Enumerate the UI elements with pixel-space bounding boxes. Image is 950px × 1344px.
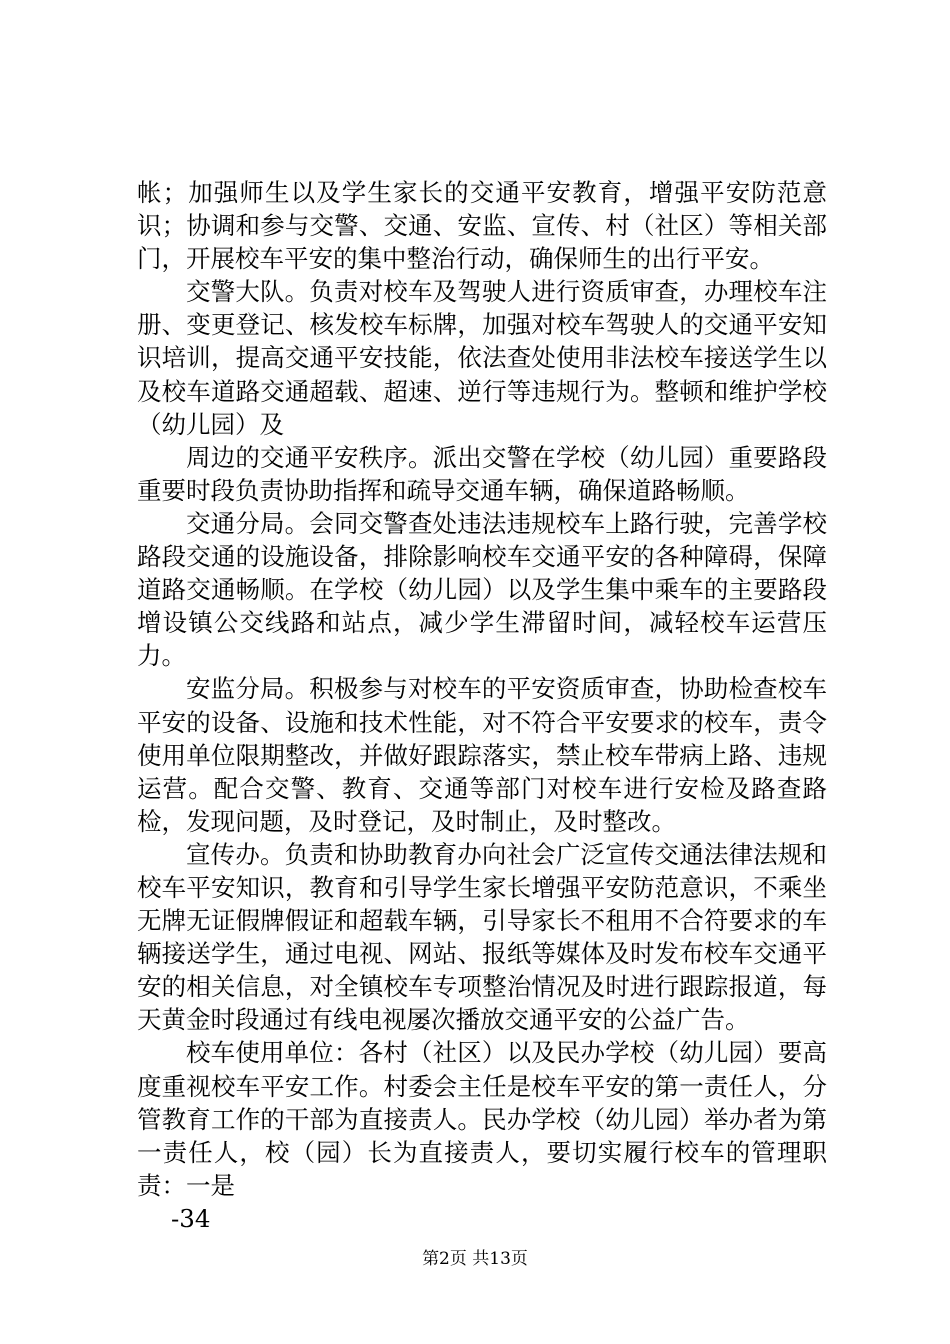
paragraph-continuation: 帐；加强师生以及学生家长的交通平安教育，增强平安防范意识；协调和参与交警、交通、安监、宣传、村（社区）等相关部门，开展校车平安的集中整治行动，确保师生的出行平安。 bbox=[137, 178, 827, 274]
paragraph-school-bus-users: 校车使用单位：各村（社区）以及民办学校（幼儿园）要高度重视校车平安工作。村委会主任是校车平安的第一责任人，分管教育工作的干部为直接责人。民办学校（幼儿园）举办者为第一责任人，校（园）长为直接责人，要切实履行校车的管理职责：一是 bbox=[137, 1038, 827, 1200]
page-marker: -34 bbox=[171, 1203, 211, 1233]
page-footer bbox=[0, 1244, 950, 1269]
paragraph-surrounding-order: 周边的交通平安秩序。派出交警在学校（幼儿园）重要路段重要时段负责协助指挥和疏导交通车辆，确保道路畅顺。 bbox=[137, 442, 827, 505]
page-number: 第2页 共13页 bbox=[422, 1249, 528, 1269]
document-body bbox=[137, 176, 827, 1235]
paragraph-safety-supervision: 安监分局。积极参与对校车的平安资质审查，协助检查校车平安的设备、设施和技术性能，对不符合平安要求的校车，责令使用单位限期整改，并做好跟踪落实，禁止校车带病上路、违规运营。配合交警、教育、交通等部门对校车进行安检及路查路检，发现问题，及时登记，及时制止，及时整改。 bbox=[137, 674, 827, 836]
paragraph-transport-bureau: 交通分局。会同交警查处违法违规校车上路行驶，完善学校路段交通的设施设备，排除影响校车交通平安的各种障碍，保障道路交通畅顺。在学校（幼儿园）以及学生集中乘车的主要路段增设镇公交线路和站点，减少学生滞留时间，减轻校车运营压力。 bbox=[137, 508, 827, 671]
paragraph-publicity-office: 宣传办。负责和协助教育办向社会广泛宣传交通法律法规和校车平安知识，教育和引导学生家长增强平安防范意识，不乘坐无牌无证假牌假证和超载车辆，引导家长不租用不合符要求的车辆接送学生，通过电视、网站、报纸等媒体及时发布校车交通平安的相关信息，对全镇校车专项整治情况及时进行跟踪报道，每天黄金时段通过有线电视屡次播放交通平安的公益广告。 bbox=[137, 839, 827, 1035]
paragraph-traffic-police: 交警大队。负责对校车及驾驶人进行资质审查，办理校车注册、变更登记、核发校车标牌，加强对校车驾驶人的交通平安知识培训，提高交通平安技能，依法查处使用非法校车接送学生以及校车道路交通超载、超速、逆行等违规行为。整顿和维护学校（幼儿园）及 bbox=[137, 277, 827, 439]
